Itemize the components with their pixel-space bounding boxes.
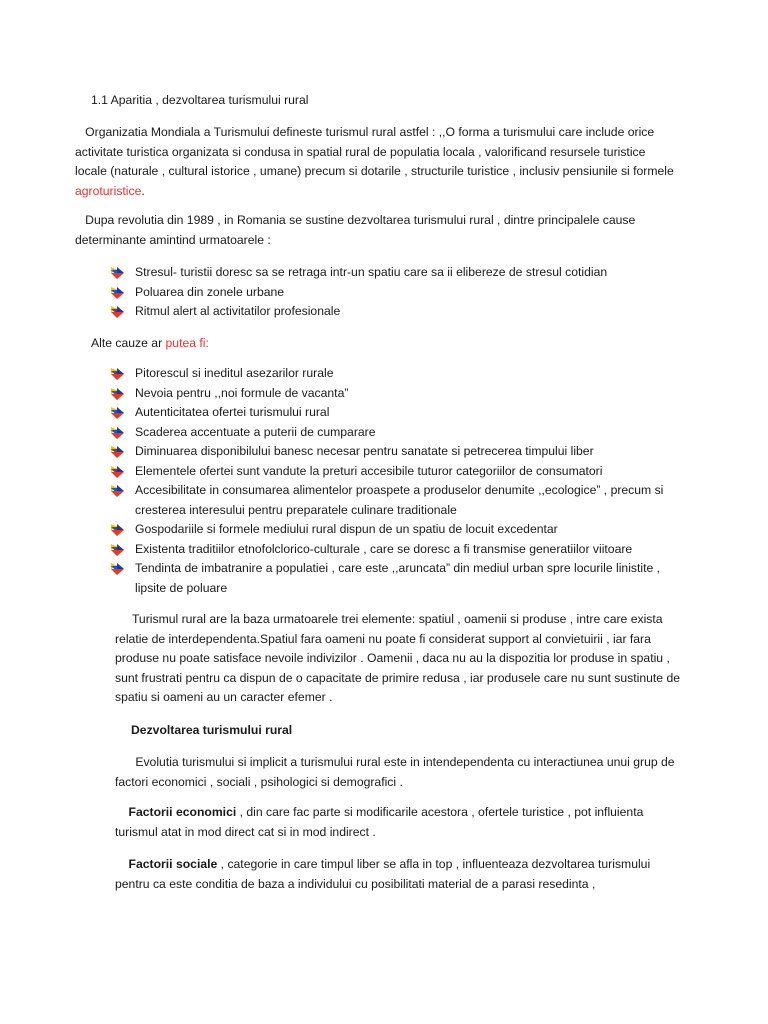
other-cause-item [108, 384, 688, 404]
arrow-bullet-icon [111, 368, 124, 380]
definition-end: . [141, 183, 145, 198]
agroturistice-link[interactable]: agroturistice [75, 183, 142, 198]
other-cause-item-text: Scaderea accentuate a puterii de cumparare [135, 424, 376, 439]
main-cause-item-text: Stresul- turistii doresc sa se retraga intr-un spatiu care sa ii elibereze de stresul cotidian [135, 265, 608, 279]
other-cause-item [108, 442, 688, 462]
other-cause-item-text: Accesibilitate in consumarea alimentelor proaspete a produselor denumite ,,ecologice” , precum si cresterea interesului pentru preparatele culinare traditionale [135, 483, 664, 517]
subheading: Dezvoltarea turismului rural [131, 723, 293, 737]
social-text: , categorie in care timpul liber se afla in top , influenteaza dezvoltarea turismului pentru ca este conditia de baza a individului cu posibilitati material de a parasi resedinta , [115, 857, 651, 891]
main-cause-item [108, 283, 668, 303]
putea-fi-link[interactable]: putea fi: [165, 336, 209, 350]
arrow-bullet-icon [111, 563, 124, 575]
elements-paragraph: Turismul rural are la baza urmatoarele trei elemente: spatiul , oamenii si produse , intre care exista relatie de interdependenta.Spatiul fara oameni nu poate fi considerat support al convietuirii , iar fara produse nu poate satisface nevoile indivizilor . Oamenii , daca nu au la dispozitia lor produse in spatiu , sunt frustrati pentru ca dispun de o capacitate de primire redusa , iar produsele care nu sunt sustinute de spatiu si oameni au un caracter efemer . [115, 612, 684, 704]
arrow-bullet-icon [111, 267, 124, 279]
arrow-bullet-icon [111, 427, 124, 439]
other-cause-item [108, 423, 688, 443]
main-causes-list [108, 263, 668, 322]
arrow-bullet-icon [111, 524, 124, 536]
evolution-paragraph: Evolutia turismului si implicit a turismului rural este in intendependenta cu interactiunea unui grup de factori economici , sociali , psihologici si demografici . [115, 755, 678, 789]
social-label: Factorii sociale [128, 857, 218, 871]
main-cause-item [108, 263, 668, 283]
other-causes-paragraph [91, 334, 209, 354]
economic-paragraph [115, 803, 685, 842]
section-heading: 1.1 Aparitia , dezvoltarea turismului rural [91, 93, 309, 107]
definition-text: Organizatia Mondiala a Turismului defineste turismul rural astfel : ,,O forma a turismului care include orice activitate turistica organizata si condusa in spatial rural de populatia locala , valorificand resursele turistice locale (naturale , cultural istorice , umane) precum si dotarile , structurile turistice , inclusiv pensiunile si formele [75, 125, 678, 178]
main-cause-item-text: Poluarea din zonele urbane [135, 284, 285, 299]
other-cause-item [108, 520, 688, 540]
other-cause-item-text: Diminuarea disponibilului banesc necesar pentru sanatate si petrecerea timpului liber [135, 444, 594, 458]
arrow-bullet-icon [111, 407, 124, 419]
other-cause-item-text: Autenticitatea ofertei turismului rural [135, 405, 330, 419]
other-cause-item-text: Gospodariile si formele mediului rural dispun de un spatiu de locuit excedentar [135, 522, 558, 536]
arrow-bullet-icon [111, 388, 124, 400]
other-cause-item [108, 403, 688, 423]
definition-paragraph [75, 123, 678, 201]
economic-label: Factorii economici [128, 805, 237, 819]
arrow-bullet-icon [111, 287, 124, 299]
arrow-bullet-icon [111, 446, 124, 458]
other-cause-item-text: Elementele ofertei sunt vandute la preturi accesibile tuturor categoriilor de consumatori [135, 463, 603, 478]
other-cause-item-text: Existenta traditiilor etnofolclorico-culturale , care se doresc a fi transmise generatiilor viitoare [135, 541, 633, 556]
other-cause-item [108, 364, 688, 384]
other-cause-item [108, 481, 688, 520]
arrow-bullet-icon [111, 544, 124, 556]
other-causes-list [108, 364, 688, 598]
revolution-paragraph: Dupa revolutia din 1989 , in Romania se sustine dezvoltarea turismului rural , dintre principalele cause determinante amintind urmatoarele : [75, 213, 639, 247]
economic-text: , din care fac parte si modificarile acestora , ofertele turistice , pot influienta turismul atat in mod direct cat si in mod indirect . [115, 805, 644, 839]
other-cause-item [108, 540, 688, 560]
other-cause-item-text: Nevoia pentru ,,noi formule de vacanta” [135, 385, 349, 400]
other-cause-item-text: Tendinta de imbatranire a populatiei , care este ,,aruncata” din mediul urban spre locurile linistite , lipsite de poluare [135, 561, 661, 595]
main-cause-item-text: Ritmul alert al activitatilor profesionale [135, 304, 341, 318]
main-cause-item [108, 302, 668, 322]
arrow-bullet-icon [111, 306, 124, 318]
other-cause-item [108, 462, 688, 482]
other-causes-text: Alte cauze ar [91, 336, 166, 350]
other-cause-item-text: Pitorescul si ineditul asezarilor rurale [135, 366, 334, 380]
arrow-bullet-icon [111, 485, 124, 497]
other-cause-item [108, 559, 688, 598]
social-paragraph [115, 855, 685, 894]
arrow-bullet-icon [111, 466, 124, 478]
